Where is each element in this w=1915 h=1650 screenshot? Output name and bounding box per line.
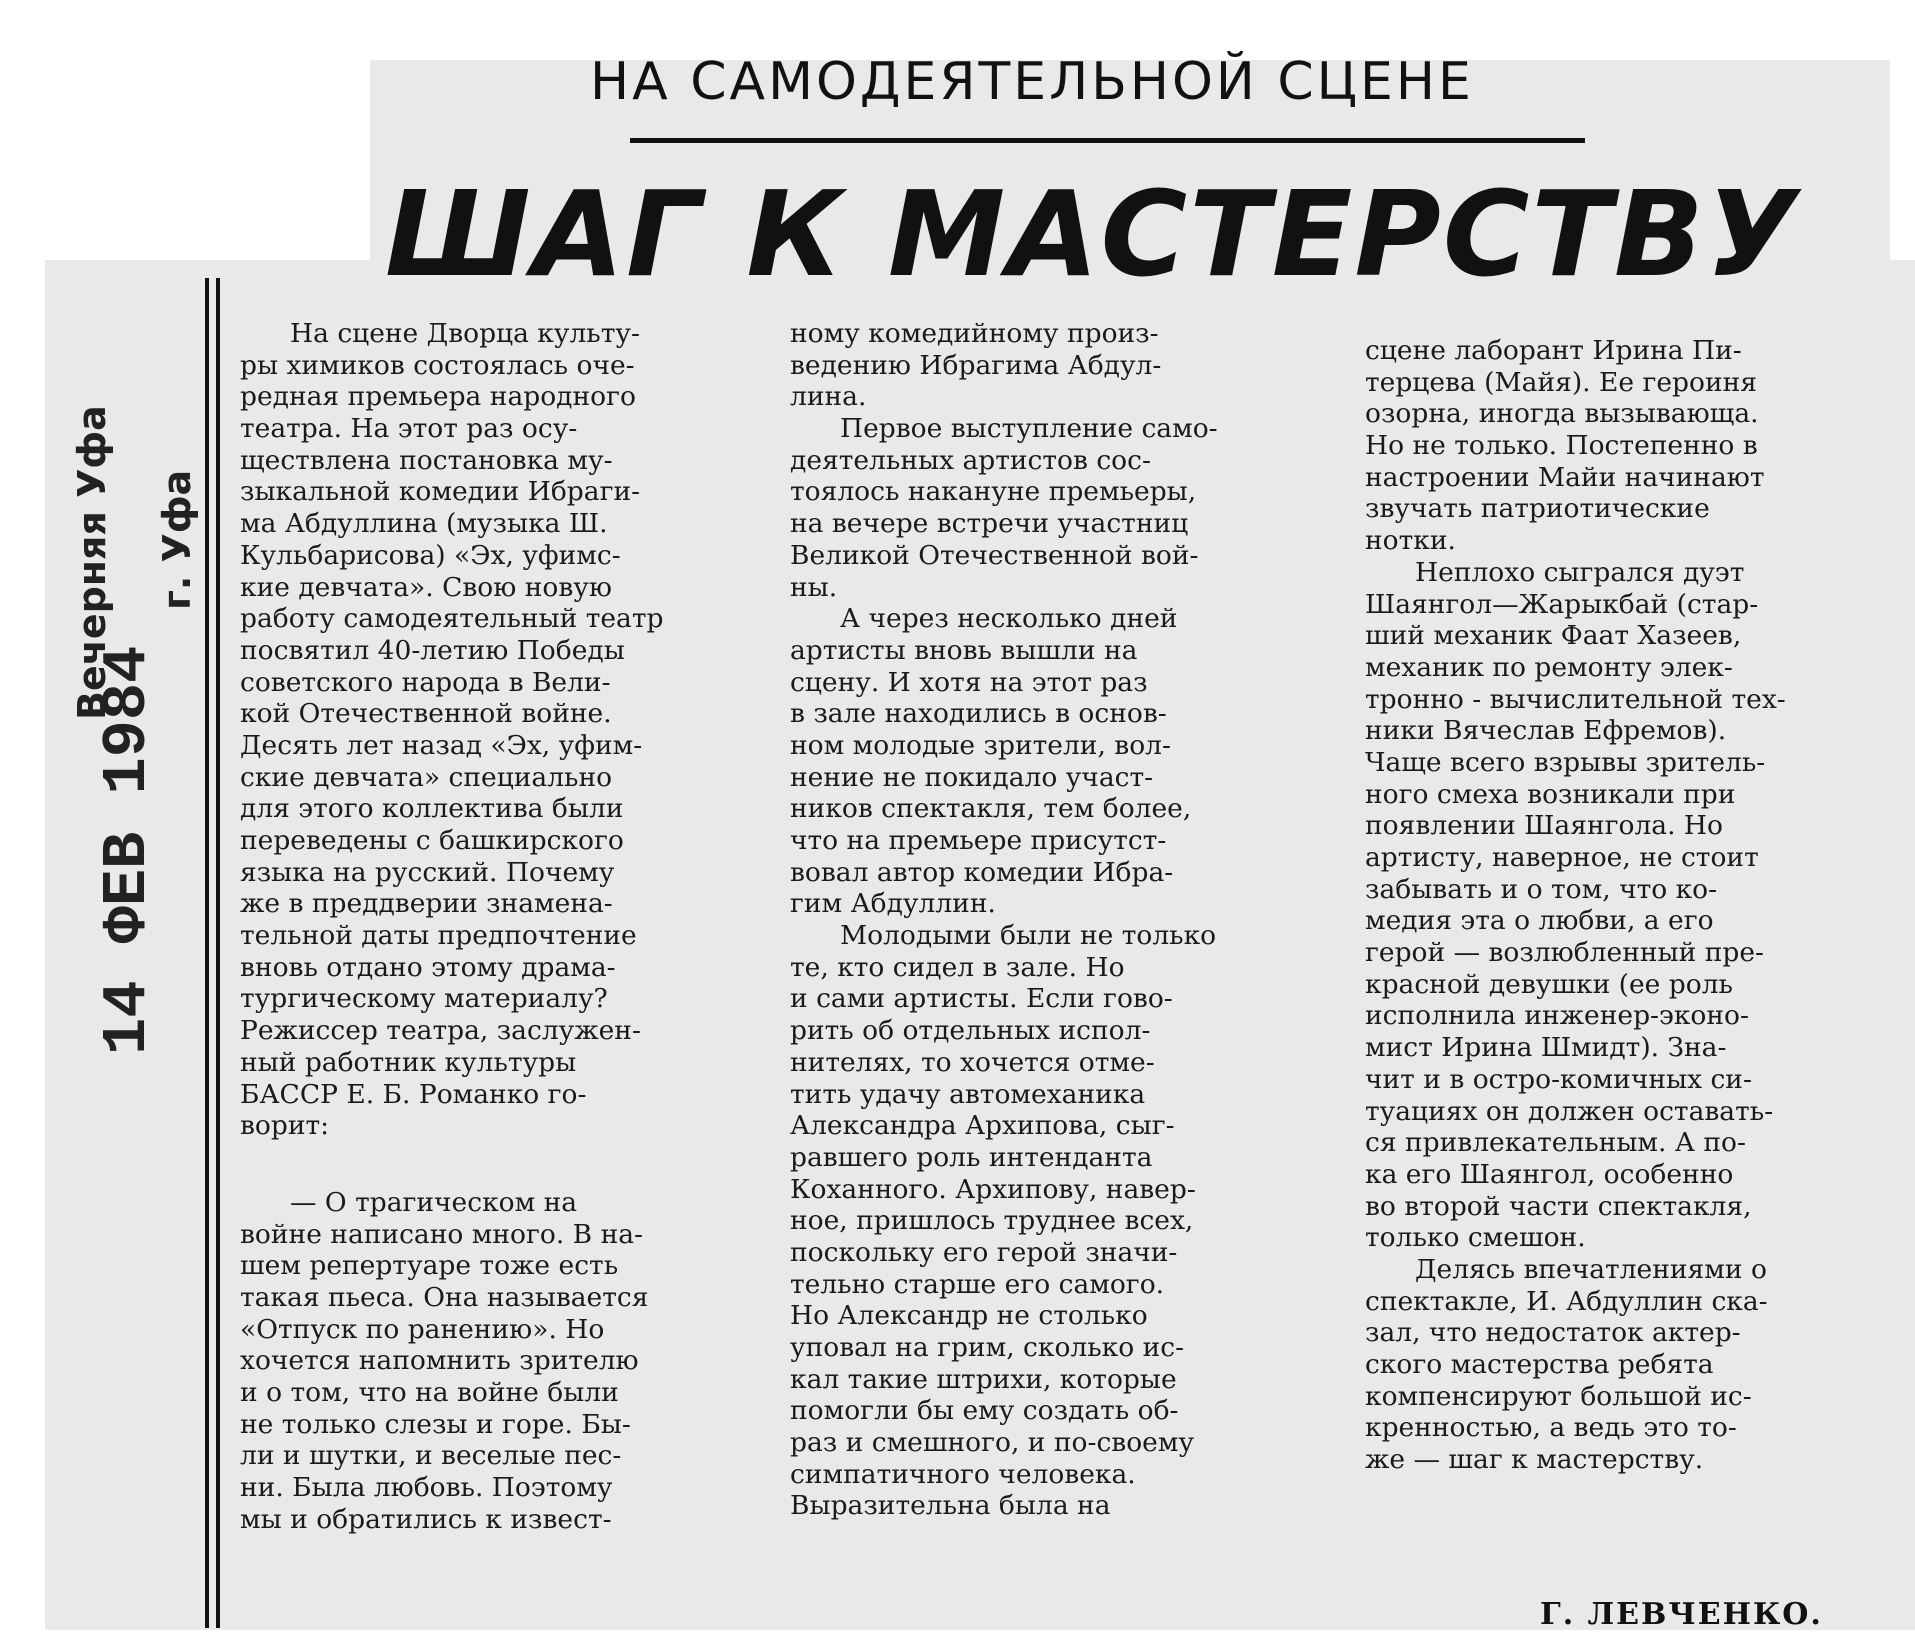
article-line: переведены с башкирского [240,825,624,856]
article-column-3 [1365,335,1895,1476]
article-line: чит и в остро-комичных си- [1365,1063,1752,1095]
article-line: спектакле, И. Абдуллин ска- [1365,1285,1768,1317]
article-line: туациях он должен оставать- [1365,1095,1774,1127]
article-line: тургическому материалу? [240,983,608,1015]
article-line: рить об отдельных испол- [790,1015,1151,1047]
article-line: ка его Шаянгол, особенно [1365,1158,1734,1190]
article-line: уповал на грим, сколько ис- [790,1332,1185,1363]
article-line: ведению Ибрагима Абдул- [790,349,1162,381]
article-line: редная премьера народного [240,381,636,413]
article-line: нотки. [1365,525,1456,557]
article-line: такая пьеса. Она называется [240,1281,649,1313]
article-line: появлении Шаянгола. Но [1365,810,1723,842]
article-line: Делясь впечатлениями о [1415,1253,1767,1285]
article-line: тельной даты предпочтение [240,920,637,952]
newspaper-name-stamp: Вечерняя Уфа [70,405,114,720]
article-line: исполнила инженер-эконо- [1365,1000,1749,1032]
article-line: лина. [790,381,867,413]
article-line: ни. Была любовь. Поэтому [240,1472,613,1504]
article-line: ли и шутки, и веселые пес- [240,1440,622,1472]
article-line: красной девушки (ее роль [1365,968,1733,1000]
article-line: вовал автор комедии Ибра- [790,856,1174,888]
article-line: механик по ремонту элек- [1365,651,1733,683]
article-line: гим Абдуллин. [790,888,996,920]
article-line: же в преддверии знамена- [240,888,613,920]
article-line: ный работник культуры [240,1046,577,1078]
article-line: ры химиков состоялась оче- [240,349,635,381]
article-line: мист Ирина Шмидт). Зна- [1365,1032,1727,1064]
rubric-underline [630,138,1585,143]
article-line: Но Александр не столько [790,1300,1148,1332]
article-line: мы и обратились к извест- [240,1503,612,1535]
article-line: во второй части спектакля, [1365,1190,1752,1222]
article-line: кренностью, а ведь это то- [1365,1412,1737,1444]
article-line: Кульбарисова) «Эх, уфимс- [240,539,621,571]
article-line: шем репертуаре тоже есть [240,1250,619,1282]
article-line: зал, что недостаток актер- [1365,1317,1741,1349]
article-line: нителях, то хочется отме- [790,1046,1155,1078]
article-line: ворит: [240,1110,330,1142]
article-line: только смешон. [1365,1222,1586,1254]
article-line: тоялось накануне премьеры, [790,476,1197,508]
article-line: войне написано много. В на- [240,1218,643,1250]
article-line: и сами артисты. Если гово- [790,983,1173,1015]
article-line: помогли бы ему создать об- [790,1395,1179,1427]
newspaper-city-stamp: г. Уфа [155,469,199,610]
article-line: кал такие штрихи, которые [790,1363,1177,1395]
article-line: кие девчата». Свою новую [240,571,612,603]
article-line: Коханного. Архипову, навер- [790,1173,1196,1205]
article-line: медия эта о любви, а его [1365,905,1714,937]
article-line: ма Абдуллина (музыка Ш. [240,508,608,540]
article-line: вновь отдано этому драма- [240,951,616,983]
article-line: и о том, что на войне были [240,1377,619,1408]
article-column-1 [240,318,770,1535]
article-line: ного смеха возникали при [1365,778,1736,810]
article-line: для этого коллектива были [240,793,624,825]
article-headline: ШАГ К МАСТЕРСТВУ [385,165,1799,303]
article-line: те, кто сидел в зале. Но [790,951,1125,983]
article-line: симпатичного человека. [790,1458,1136,1490]
article-line: А через несколько дней [840,603,1178,635]
article-line: в зале находились в основ- [790,698,1167,730]
article-line: Выразительна была на [790,1490,1111,1522]
article-line: тельно старше его самого. [790,1268,1165,1300]
article-line: ников спектакля, тем более, [790,793,1192,825]
date-stamp: 14 ФЕВ 1984 [92,645,163,1055]
article-line: театра. На этот раз осу- [240,413,578,445]
article-line: ся привлекательным. А по- [1365,1127,1746,1159]
author-signature: Г. ЛЕВЧЕНКО. [1540,1597,1823,1632]
article-line: артисту, наверное, не стоит [1365,842,1759,873]
article-line: настроении Майи начинают [1365,461,1765,493]
article-line: ские девчата» специально [240,761,613,793]
article-line: забывать и о том, что ко- [1365,873,1718,905]
article-line: Чаще всего взрывы зритель- [1365,746,1766,778]
article-line: равшего роль интенданта [790,1141,1153,1173]
article-line: терцева (Майя). Ее героиня [1365,366,1757,398]
article-line: советского народа в Вели- [240,666,611,698]
article-line [240,1142,770,1187]
rubric-heading: НА САМОДЕЯТЕЛЬНОЙ СЦЕНЕ [590,52,1474,112]
article-line: Десять лет назад «Эх, уфим- [240,729,643,761]
article-line: Александра Архипова, сыг- [790,1110,1175,1142]
article-line: герой — возлюбленный пре- [1365,937,1764,969]
article-line: тронно - вычислительной тех- [1365,683,1786,715]
article-line: работу самодеятельный театр [240,603,664,635]
article-line: На сцене Дворца культу- [290,318,640,349]
article-line: нение не покидало участ- [790,761,1154,793]
article-line: ший механик Фаат Хазеев, [1365,620,1742,652]
article-line: ского мастерства ребята [1365,1349,1714,1380]
article-line: хочется напомнить зрителю [240,1345,639,1377]
article-line: Шаянгол—Жарыкбай (стар- [1365,588,1759,620]
article-line: — О трагическом на [290,1186,578,1218]
article-line: ном молодые зрители, вол- [790,729,1171,761]
article-line: озорна, иногда вызывающа. [1365,398,1759,430]
article-line: Молодыми были не только [840,920,1217,952]
article-line: Режиссер театра, заслужен- [240,1015,641,1047]
article-line: ществлена постановка му- [240,444,613,476]
article-line: зыкальной комедии Ибраги- [240,476,641,508]
article-line: тить удачу автомеханика [790,1078,1146,1110]
article-line: кой Отечественной войне. [240,698,612,730]
article-line: Первое выступление само- [840,413,1218,445]
article-column-2 [790,318,1330,1522]
article-line: Неплохо сыгрался дуэт [1415,556,1745,588]
article-line: не только слезы и горе. Бы- [240,1408,631,1440]
article-line: посвятил 40-летию Победы [240,634,625,666]
article-line: что на премьере присутст- [790,825,1167,856]
article-line: «Отпуск по ранению». Но [240,1313,605,1345]
article-line: звучать патриотические [1365,493,1710,525]
article-line: Но не только. Постепенно в [1365,430,1758,462]
article-line: на вечере встречи участниц [790,508,1189,540]
article-line: же — шаг к мастерству. [1365,1444,1704,1476]
article-line: ники Вячеслав Ефремов). [1365,715,1727,747]
article-line: ному комедийному произ- [790,318,1159,349]
margin-rule [205,278,209,1628]
article-line: деятельных артистов сос- [790,444,1151,476]
article-line: сцену. И хотя на этот раз [790,666,1148,698]
margin-rule [216,278,220,1628]
article-line: ное, пришлось труднее всех, [790,1205,1194,1237]
article-line: раз и смешного, и по-своему [790,1427,1195,1459]
article-line: БАССР Е. Б. Романко го- [240,1078,587,1110]
article-line: компенсируют большой ис- [1365,1380,1752,1412]
article-line: языка на русский. Почему [240,856,615,888]
article-line: ны. [790,571,838,603]
article-line: поскольку его герой значи- [790,1236,1178,1268]
article-line: Великой Отечественной вой- [790,539,1199,571]
article-line: сцене лаборант Ирина Пи- [1365,335,1742,366]
article-line: артисты вновь вышли на [790,634,1138,666]
